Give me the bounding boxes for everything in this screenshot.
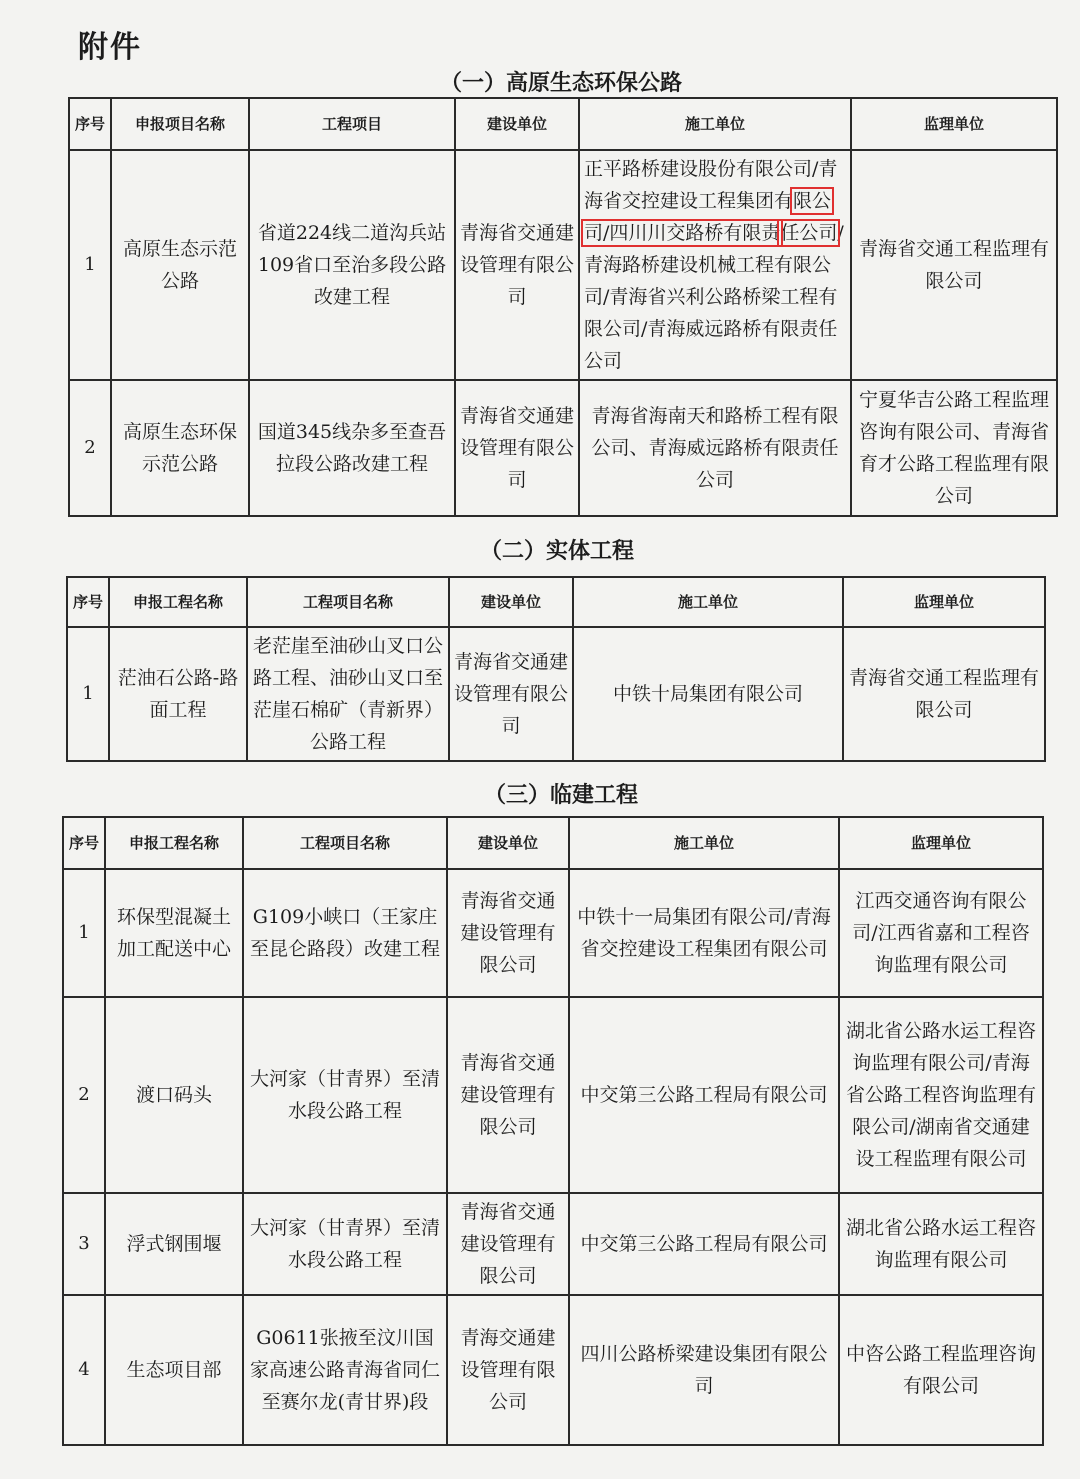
header-name: 申报工程名称 <box>109 577 247 627</box>
builder-text-pre: 正平路桥建设股份有限公司/青海省交控建设工程集团有 <box>584 158 838 212</box>
row-no: 1 <box>63 869 105 997</box>
table-row <box>63 1295 1043 1445</box>
row-no: 1 <box>69 150 111 380</box>
row-no: 1 <box>67 627 109 761</box>
header-owner: 建设单位 <box>447 817 569 869</box>
header-name: 申报项目名称 <box>111 98 249 150</box>
header-builder: 施工单位 <box>569 817 839 869</box>
row-builder: 中交第三公路工程局有限公司 <box>569 997 839 1193</box>
row-name: 茫油石公路-路面工程 <box>109 627 247 761</box>
row-project: 大河家（甘青界）至清水段公路工程 <box>243 1193 447 1295</box>
table-row <box>63 997 1043 1193</box>
table-row <box>69 380 1057 516</box>
row-owner: 青海省交通建设管理有限公司 <box>449 627 573 761</box>
header-no: 序号 <box>69 98 111 150</box>
row-supervisor: 湖北省公路水运工程咨询监理有限公司/青海省公路工程咨询监理有限公司/湖南省交通建设工程监理有限公司 <box>839 997 1043 1193</box>
attachment-heading: 附件 <box>78 30 142 65</box>
highlight-box-2: 任公司 <box>780 222 838 244</box>
table-row <box>63 1193 1043 1295</box>
row-no: 2 <box>63 997 105 1193</box>
header-no: 序号 <box>67 577 109 627</box>
row-owner: 青海省交通建设管理有限公司 <box>447 869 569 997</box>
row-builder: 中铁十一局集团有限公司/青海省交控建设工程集团有限公司 <box>569 869 839 997</box>
header-name: 申报工程名称 <box>105 817 243 869</box>
table-section2 <box>66 576 1046 762</box>
row-project: 国道345线杂多至查吾拉段公路改建工程 <box>249 380 455 516</box>
highlight-box-1: 限公司/四川川交路桥有限责 <box>584 190 832 244</box>
header-supervisor: 监理单位 <box>839 817 1043 869</box>
section1-title: （一）高原生态环保公路 <box>440 71 683 96</box>
header-builder: 施工单位 <box>573 577 843 627</box>
row-supervisor: 青海省交通工程监理有限公司 <box>843 627 1045 761</box>
row-project: 大河家（甘青界）至清水段公路工程 <box>243 997 447 1193</box>
header-supervisor: 监理单位 <box>843 577 1045 627</box>
row-name: 生态项目部 <box>105 1295 243 1445</box>
table-row <box>69 150 1057 380</box>
table-section3 <box>62 816 1044 1446</box>
row-builder: 中铁十局集团有限公司 <box>573 627 843 761</box>
row-no: 3 <box>63 1193 105 1295</box>
header-builder: 施工单位 <box>579 98 851 150</box>
row-owner: 青海交通建设管理有限公司 <box>447 1295 569 1445</box>
table-row <box>63 869 1043 997</box>
row-name: 浮式钢围堰 <box>105 1193 243 1295</box>
row-project: 省道224线二道沟兵站109省口至治多段公路改建工程 <box>249 150 455 380</box>
section3-title: （三）临建工程 <box>484 783 639 808</box>
row-supervisor: 中咨公路工程监理咨询有限公司 <box>839 1295 1043 1445</box>
header-owner: 建设单位 <box>455 98 579 150</box>
row-builder: 青海省海南天和路桥工程有限公司、青海威远路桥有限责任公司 <box>579 380 851 516</box>
section2-title: （二）实体工程 <box>480 539 635 564</box>
row-name: 渡口码头 <box>105 997 243 1193</box>
row-no: 2 <box>69 380 111 516</box>
row-name: 环保型混凝土加工配送中心 <box>105 869 243 997</box>
row-owner: 青海省交通建设管理有限公司 <box>447 997 569 1193</box>
row-owner: 青海省交通建设管理有限公司 <box>455 150 579 380</box>
row-project: G0611张掖至汶川国家高速公路青海省同仁至赛尔龙(青甘界)段 <box>243 1295 447 1445</box>
header-no: 序号 <box>63 817 105 869</box>
table-section1 <box>68 97 1058 517</box>
table-header-row <box>69 98 1057 150</box>
row-builder <box>579 150 851 380</box>
row-builder: 四川公路桥梁建设集团有限公司 <box>569 1295 839 1445</box>
table-header-row <box>63 817 1043 869</box>
row-owner: 青海省交通建设管理有限公司 <box>455 380 579 516</box>
header-project: 工程项目名称 <box>243 817 447 869</box>
header-project: 工程项目名称 <box>247 577 449 627</box>
row-owner: 青海省交通建设管理有限公司 <box>447 1193 569 1295</box>
header-project: 工程项目 <box>249 98 455 150</box>
row-supervisor: 青海省交通工程监理有限公司 <box>851 150 1057 380</box>
row-name: 高原生态环保示范公路 <box>111 380 249 516</box>
row-supervisor: 宁夏华吉公路工程监理咨询有限公司、青海省育才公路工程监理有限公司 <box>851 380 1057 516</box>
row-builder: 中交第三公路工程局有限公司 <box>569 1193 839 1295</box>
row-project: G109小峡口（王家庄至昆仑路段）改建工程 <box>243 869 447 997</box>
header-supervisor: 监理单位 <box>851 98 1057 150</box>
row-name: 高原生态示范公路 <box>111 150 249 380</box>
row-project: 老茫崖至油砂山叉口公路工程、油砂山叉口至茫崖石棉矿（青新界）公路工程 <box>247 627 449 761</box>
header-owner: 建设单位 <box>449 577 573 627</box>
builder-text-post: /青海路桥建设机械工程有限公司/青海省兴利公路桥梁工程有限公司/青海威远路桥有限责任公司 <box>584 222 844 372</box>
row-supervisor: 江西交通咨询有限公司/江西省嘉和工程咨询监理有限公司 <box>839 869 1043 997</box>
table-row <box>67 627 1045 761</box>
row-no: 4 <box>63 1295 105 1445</box>
table-header-row <box>67 577 1045 627</box>
row-supervisor: 湖北省公路水运工程咨询监理有限公司 <box>839 1193 1043 1295</box>
